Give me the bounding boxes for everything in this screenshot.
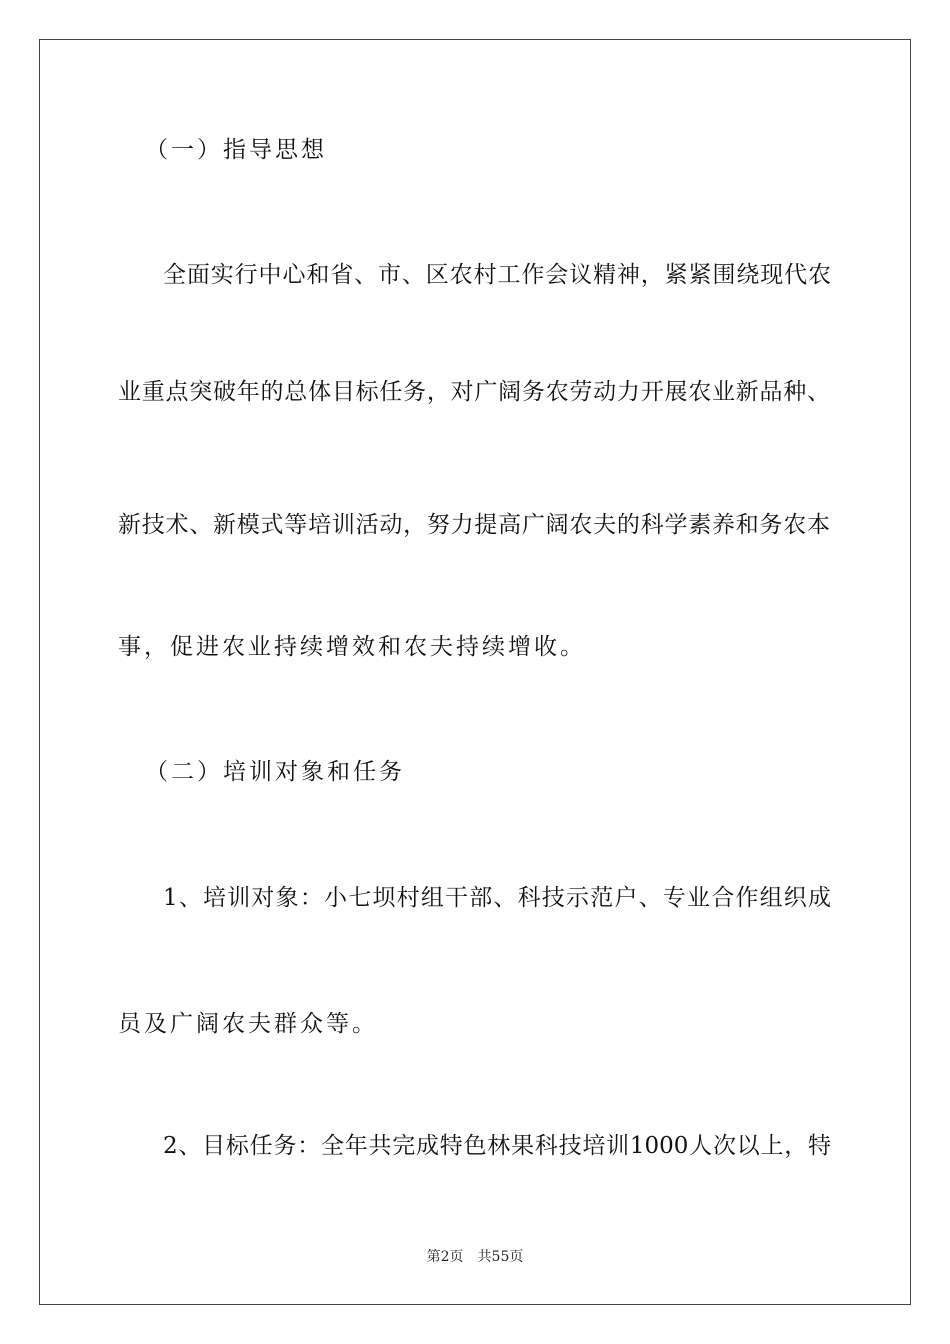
list-item-line: 员及广阔农夫群众等。 [118, 1011, 378, 1037]
section-heading-training-targets: （二）培训对象和任务 [145, 759, 405, 785]
paragraph-line: 全面实行中心和省、市、区农村工作会议精神，紧紧围绕现代农 [163, 262, 831, 288]
page-footer [0, 1248, 950, 1266]
page-border [39, 39, 911, 1305]
paragraph-line: 事，促进农业持续增效和农夫持续增收。 [118, 634, 586, 660]
section-heading-guiding-ideology: （一）指导思想 [145, 137, 327, 163]
total-page-count: 共55页 [477, 1249, 524, 1265]
list-item-line: 1、培训对象：小七坝村组干部、科技示范户、专业合作组织成 [163, 885, 831, 911]
list-item-line: 2、目标任务：全年共完成特色林果科技培训1000人次以上，特 [163, 1133, 831, 1159]
paragraph-line: 业重点突破年的总体目标任务，对广阔务农劳动力开展农业新品种、 [118, 379, 830, 405]
paragraph-line: 新技术、新模式等培训活动，努力提高广阔农夫的科学素养和务农本 [118, 512, 830, 538]
current-page-number: 第2页 [426, 1249, 464, 1265]
